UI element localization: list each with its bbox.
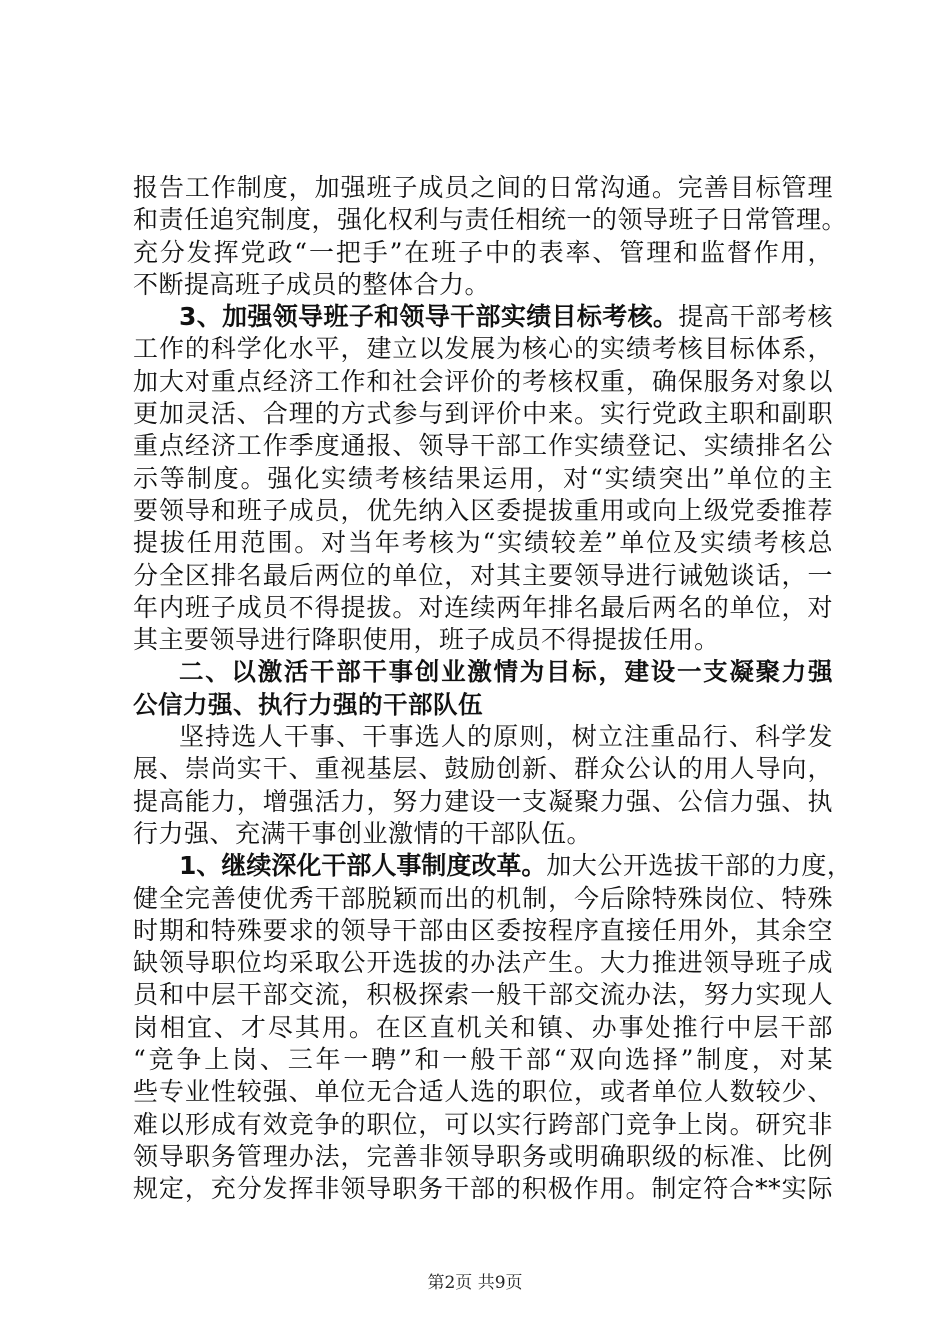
- text-line: 坚持选人干事、干事选人的原则，树立注重品行、科学发: [179, 722, 833, 752]
- paragraph-1-first-line: [133, 850, 853, 882]
- page-number-footer: 第2页 共9页: [427, 1273, 523, 1293]
- text-line: 工作的科学化水平，建立以发展为核心的实绩考核目标体系，: [133, 334, 833, 364]
- document-body: [133, 172, 853, 1206]
- text-line: 展、崇尚实干、重视基层、鼓励创新、群众公认的用人导向，: [133, 754, 833, 784]
- text-line: 其主要领导进行降职使用，班子成员不得提拔任用。: [133, 625, 720, 655]
- text-line: “竞争上岗、三年一聘”和一般干部“双向选择”制度，对某: [133, 1045, 833, 1075]
- text-line: 加大对重点经济工作和社会评价的考核权重，确保服务对象以: [133, 366, 833, 396]
- text-line: 要领导和班子成员，优先纳入区委提拔重用或向上级党委推荐: [133, 495, 833, 525]
- paragraph-3-first-line: [133, 301, 833, 333]
- text-line: 更加灵活、合理的方式参与到评价中来。实行党政主职和副职: [133, 399, 833, 429]
- text-line: 健全完善使优秀干部脱颖而出的机制，今后除特殊岗位、特殊: [133, 883, 833, 913]
- text-line: 重点经济工作季度通报、领导干部工作实绩登记、实绩排名公: [133, 431, 833, 461]
- text-line: 时期和特殊要求的领导干部由区委按程序直接任用外，其余空: [133, 915, 833, 945]
- text-line: 提高能力，增强活力，努力建设一支凝聚力强、公信力强、执: [133, 786, 833, 816]
- text-line: 不断提高班子成员的整体合力。: [133, 269, 491, 299]
- text-span: 提高干部考核: [678, 302, 833, 332]
- text-line: 报告工作制度，加强班子成员之间的日常沟通。完善目标管理: [133, 173, 833, 202]
- text-line: 领导职务管理办法，完善非领导职务或明确职级的标准、比例: [133, 1141, 833, 1171]
- text-line: 年内班子成员不得提拔。对连续两年排名最后两名的单位，对: [133, 592, 833, 622]
- text-line: 员和中层干部交流，积极探索一般干部交流办法，努力实现人: [133, 980, 833, 1010]
- text-line: 和责任追究制度，强化权利与责任相统一的领导班子日常管理。: [133, 205, 848, 235]
- text-line: 示等制度。强化实绩考核结果运用，对“实绩突出”单位的主: [133, 463, 833, 493]
- section-1-heading: 1、继续深化干部人事制度改革。: [179, 851, 547, 881]
- text-line: 难以形成有效竞争的职位，可以实行跨部门竞争上岗。研究非: [133, 1109, 833, 1139]
- text-line: 分全区排名最后两位的单位，对其主要领导进行诫勉谈话，一: [133, 560, 833, 590]
- text-line: 提拔任用范围。对当年考核为“实绩较差”单位及实绩考核总: [133, 528, 833, 558]
- text-line: 充分发挥党政“一把手”在班子中的表率、管理和监督作用，: [133, 237, 833, 267]
- text-line: 些专业性较强、单位无合适人选的职位，或者单位人数较少、: [133, 1077, 833, 1107]
- text-span: 加大公开选拔干部的力度，: [546, 851, 853, 881]
- section-2-heading: 二、以激活干部干事创业激情为目标，建设一支凝聚力强: [179, 657, 833, 687]
- section-3-heading: 3、加强领导班子和领导干部实绩目标考核。: [179, 302, 679, 332]
- text-line: 规定，充分发挥非领导职务干部的积极作用。制定符合**实际: [133, 1174, 833, 1204]
- text-line: 岗相宜、才尽其用。在区直机关和镇、办事处推行中层干部: [133, 1012, 833, 1042]
- text-line: 缺领导职位均采取公开选拔的办法产生。大力推进领导班子成: [133, 948, 833, 978]
- section-2-heading-cont: 公信力强、执行力强的干部队伍: [133, 689, 483, 719]
- text-line: 行力强、充满干事创业激情的干部队伍。: [133, 818, 593, 848]
